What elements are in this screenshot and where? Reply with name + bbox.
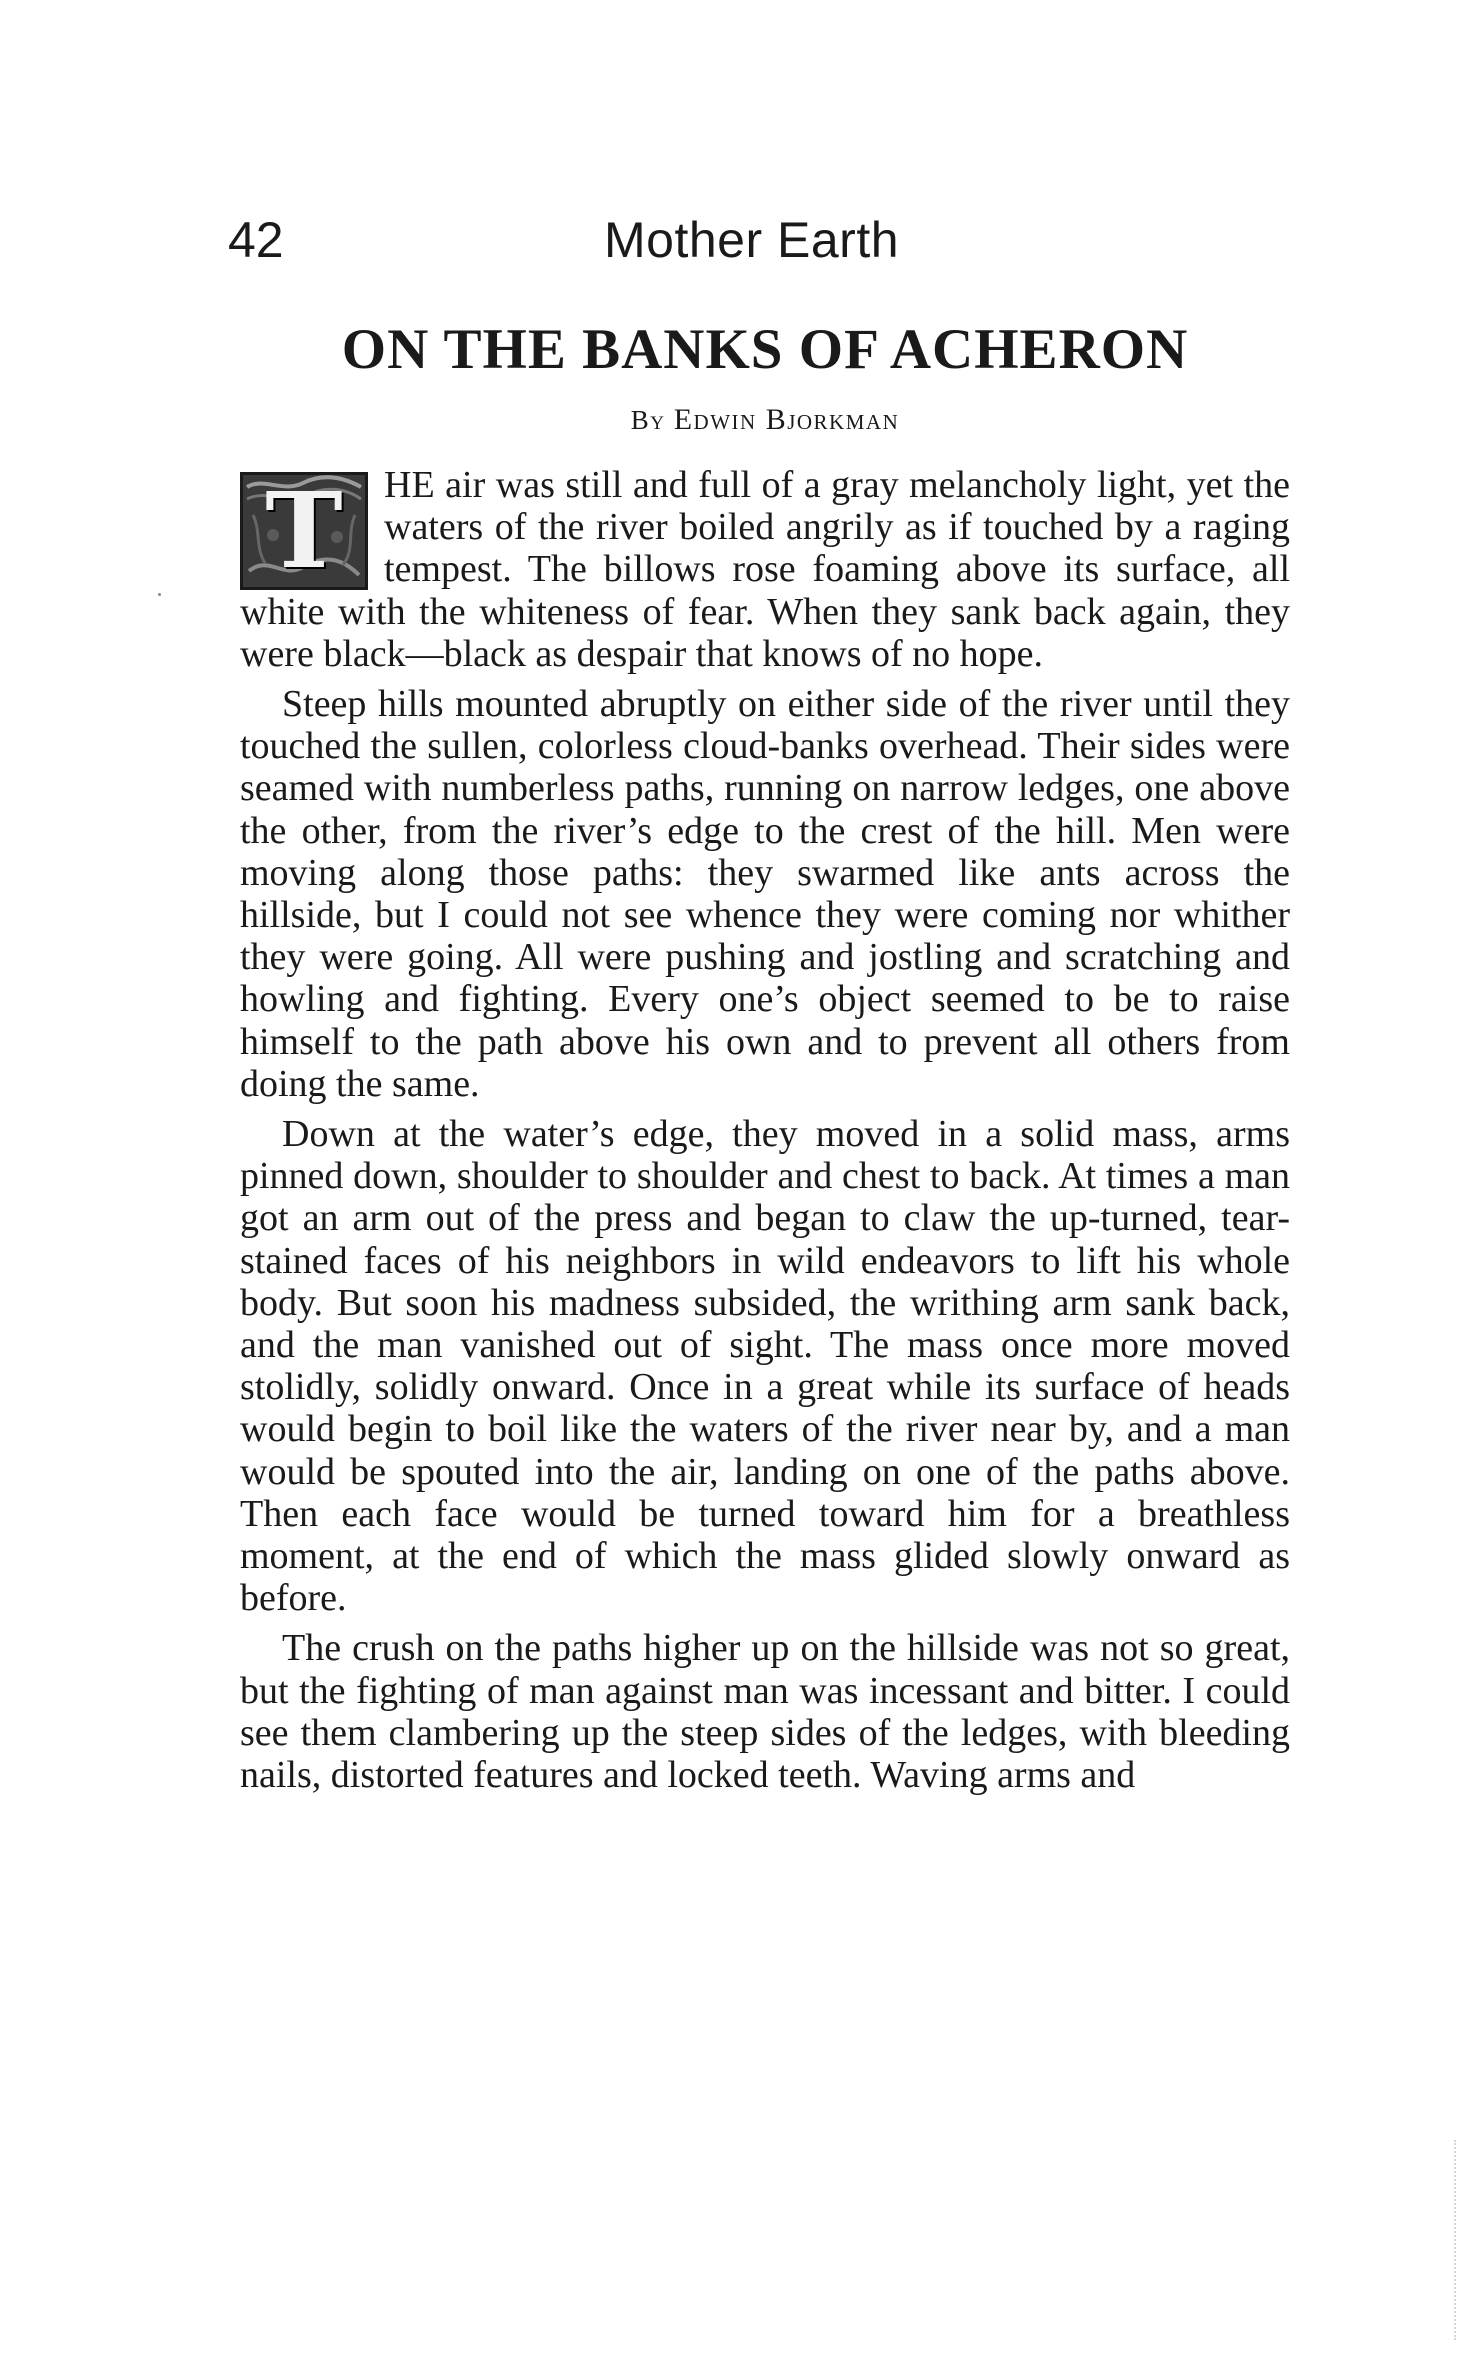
paragraph-1 — [240, 464, 1290, 675]
margin-scan-marks — [1454, 2140, 1460, 2340]
article-body — [240, 464, 1290, 1804]
paragraph-4: The crush on the paths higher up on the hillside was not so great, but the fighting of man against man was incessant and bitter. I could see them clambering up the steep sides of the ledges, with bleeding nails, distorted features and locked teeth. Waving arms and — [240, 1627, 1290, 1797]
paragraph-1-text: HE air was still and full of a gray melancholy light, yet the waters of the river boiled angrily as if touched by a raging tempest. The billows rose foaming above its surface, all white with the whiteness of fear. When they sank back again, they were black—black as despair that knows of no hope. — [240, 464, 1290, 675]
ornamental-dropcap — [240, 472, 368, 590]
dropcap-letter: T — [265, 472, 343, 590]
byline — [240, 400, 1290, 440]
page-number: 42 — [228, 212, 284, 268]
running-head — [228, 205, 1288, 275]
journal-title: Mother Earth — [604, 212, 900, 268]
paper-speck — [158, 593, 161, 596]
author-name: Edwin Bjorkman — [673, 403, 900, 436]
paragraph-2: Steep hills mounted abruptly on either side of the river until they touched the sullen, colorless cloud-banks overhead. Their sides were seamed with numberless paths, running on narrow ledges, one above the other, from the river’s edge to the crest of the hill. Men were moving along those paths: they swarmed like ants across the hillside, but I could not see whence they were coming nor whither they were going. All were pushing and jostling and scratching and howling and fighting. Every one’s object seemed to be to raise himself to the path above his own and to prevent all others from doing the same. — [240, 683, 1290, 1105]
byline-prefix: By — [630, 405, 666, 435]
article-title: ON THE BANKS OF ACHERON — [341, 318, 1189, 381]
paragraph-3: Down at the water’s edge, they moved in a solid mass, arms pinned down, shoulder to shoulder and chest to back. At times a man got an arm out of the press and began to claw the up-turned, tear-stained faces of his neighbors in wild endeavors to lift his whole body. But soon his madness subsided, the writhing arm sank back, and the man vanished out of sight. The mass once more moved stolidly, solidly onward. Once in a great while its surface of heads would begin to boil like the waters of the river near by, and a man would be spouted into the air, landing on one of the paths above. Then each face would be turned toward him for a breathless moment, at the end of which the mass glided slowly onward as before. — [240, 1113, 1290, 1620]
